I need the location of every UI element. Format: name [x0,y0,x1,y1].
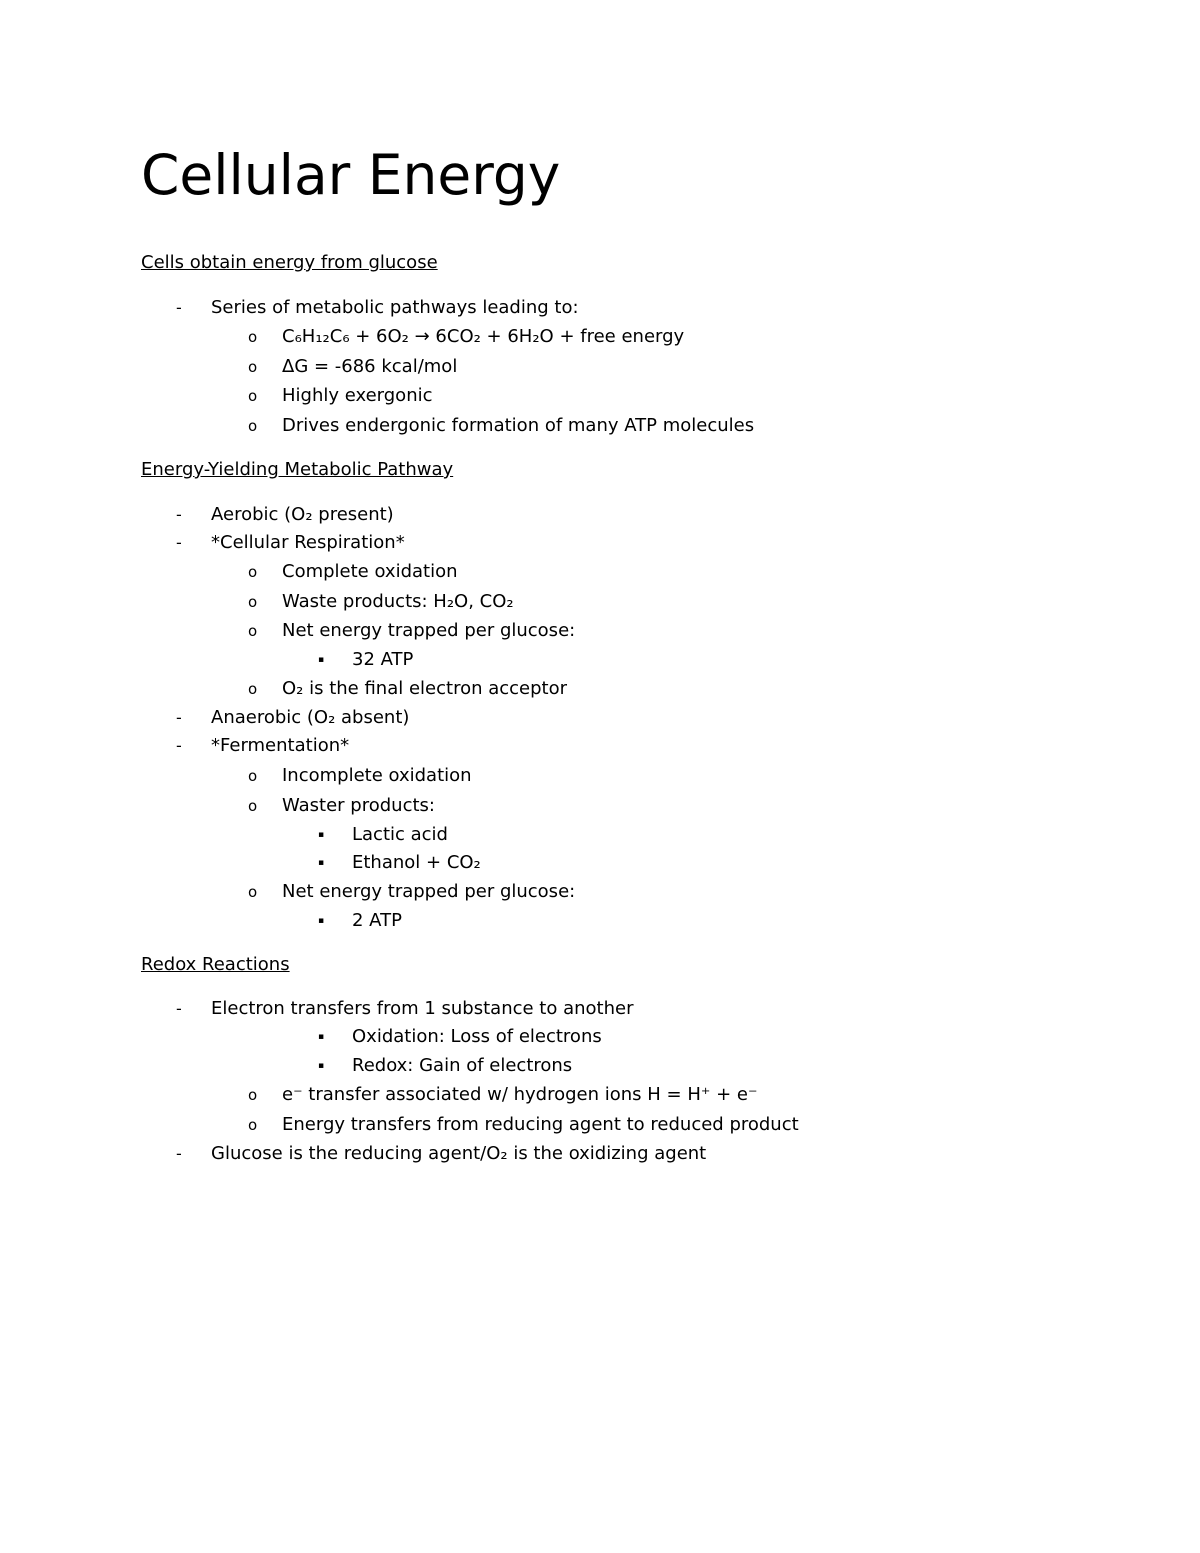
circle-bullet: o [248,797,258,815]
list-item-text: Waster products: [282,795,435,816]
list-item-text: 32 ATP [352,649,414,670]
list-item-text: Oxidation: Loss of electrons [352,1026,602,1047]
list-item-text: Redox: Gain of electrons [352,1055,573,1076]
list-item-text: ΔG = -686 kcal/mol [282,356,458,377]
dash-bullet: - [176,505,182,524]
dash-bullet: - [176,708,182,727]
list-item-text: Glucose is the reducing agent/O₂ is the oxidizing agent [211,1143,707,1164]
list-item-text: Net energy trapped per glucose: [282,620,576,641]
section-heading: Cells obtain energy from glucose [141,252,438,273]
dash-bullet: - [176,1144,182,1163]
list-item-text: 2 ATP [352,910,402,931]
section-heading: Redox Reactions [141,954,290,975]
square-bullet: ▪ [318,858,325,868]
document-title: Cellular Energy [141,143,561,207]
dash-bullet: - [176,999,182,1018]
circle-bullet: o [248,1116,258,1134]
circle-bullet: o [248,387,258,405]
list-item-text: Aerobic (O₂ present) [211,504,394,525]
dash-bullet: - [176,298,182,317]
list-item-text: O₂ is the final electron acceptor [282,678,568,699]
list-item-text: Lactic acid [352,824,448,845]
dash-bullet: - [176,736,182,755]
circle-bullet: o [248,680,258,698]
list-item-text: Series of metabolic pathways leading to: [211,297,579,318]
list-item-text: *Fermentation* [211,735,350,756]
list-item-text: *Cellular Respiration* [211,532,405,553]
list-item-text: Incomplete oxidation [282,765,472,786]
circle-bullet: o [248,622,258,640]
square-bullet: ▪ [318,655,325,665]
list-item-text: e⁻ transfer associated w/ hydrogen ions H = H⁺ + e⁻ [282,1084,758,1105]
list-item-text: Ethanol + CO₂ [352,852,481,873]
list-item-text: Net energy trapped per glucose: [282,881,576,902]
list-item-text: Complete oxidation [282,561,458,582]
square-bullet: ▪ [318,1032,325,1042]
square-bullet: ▪ [318,830,325,840]
square-bullet: ▪ [318,916,325,926]
list-item-text: Waste products: H₂O, CO₂ [282,591,514,612]
dash-bullet: - [176,533,182,552]
circle-bullet: o [248,1086,258,1104]
circle-bullet: o [248,563,258,581]
circle-bullet: o [248,767,258,785]
circle-bullet: o [248,358,258,376]
circle-bullet: o [248,593,258,611]
square-bullet: ▪ [318,1061,325,1071]
list-item-text: Drives endergonic formation of many ATP molecules [282,415,755,436]
list-item-text: Electron transfers from 1 substance to another [211,998,634,1019]
list-item-text: C₆H₁₂C₆ + 6O₂ → 6CO₂ + 6H₂O + free energy [282,326,685,347]
list-item-text: Highly exergonic [282,385,433,406]
list-item-text: Anaerobic (O₂ absent) [211,707,410,728]
circle-bullet: o [248,883,258,901]
circle-bullet: o [248,417,258,435]
circle-bullet: o [248,328,258,346]
list-item-text: Energy transfers from reducing agent to reduced product [282,1114,799,1135]
section-heading: Energy-Yielding Metabolic Pathway [141,459,454,480]
